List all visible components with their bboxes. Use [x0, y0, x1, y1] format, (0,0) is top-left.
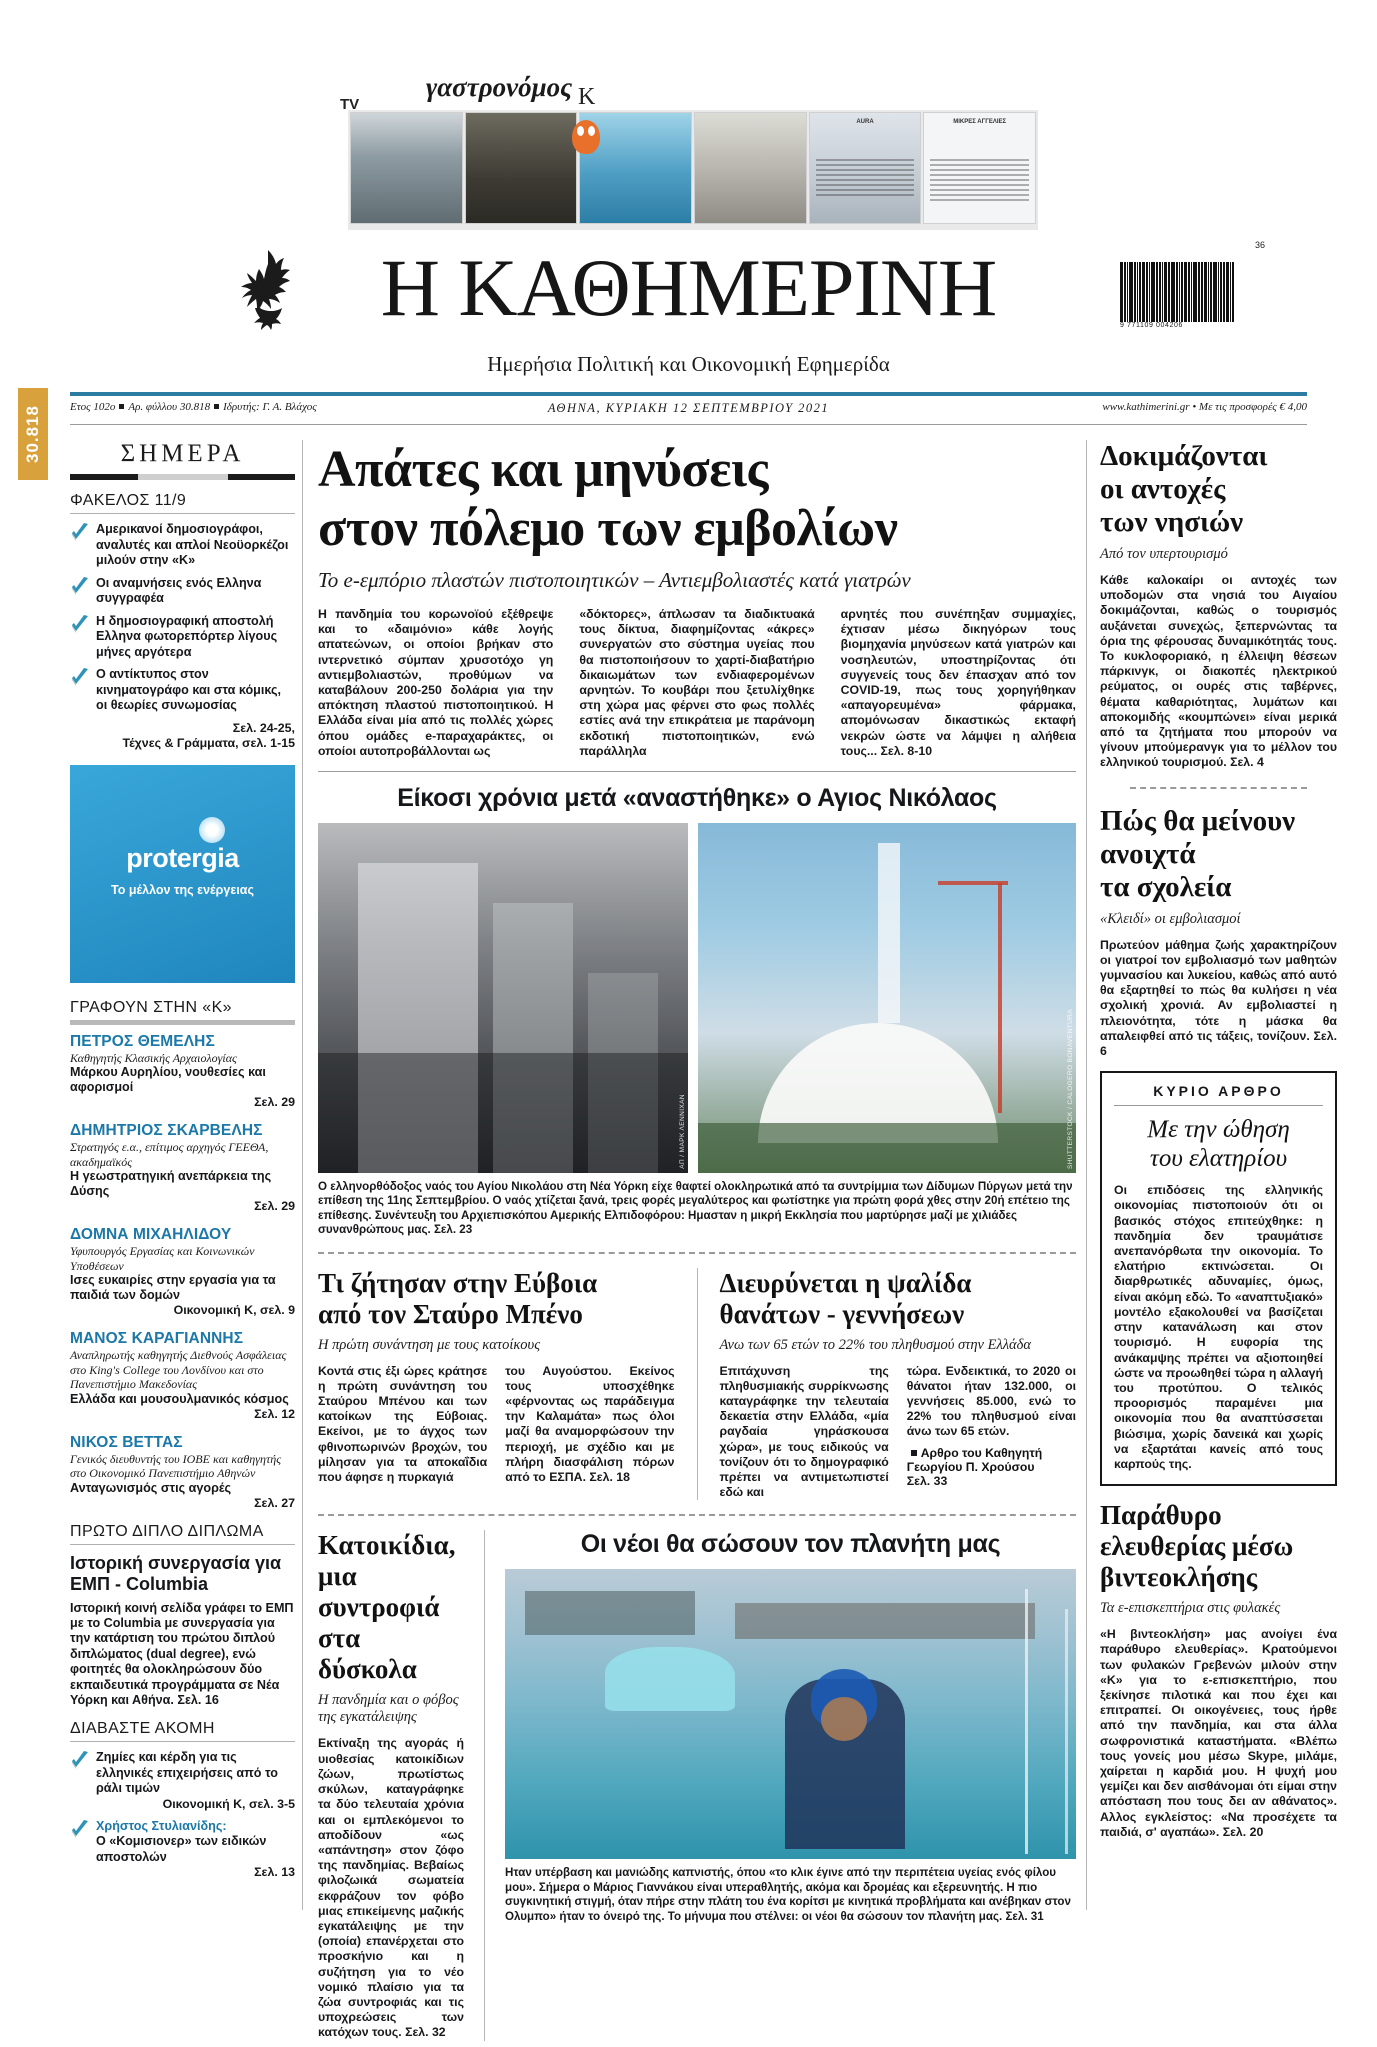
barcode	[1120, 250, 1265, 322]
photo-st-nicholas-church[interactable]	[698, 823, 1076, 1173]
promo-thumb-soldier[interactable]	[465, 112, 578, 224]
folder-pages-line-1: Σελ. 24-25,	[232, 720, 295, 735]
writer-entry[interactable]	[70, 1434, 295, 1510]
photo-credit-left: ΑΠ / ΜΑΡΚ ΛΕΝΝΙΧΑΝ	[679, 1094, 686, 1170]
writer-entry[interactable]	[70, 1226, 295, 1317]
check-icon	[70, 1750, 90, 1770]
diploma-kicker-rule	[70, 1544, 295, 1545]
promo-classifieds-lines	[930, 159, 1029, 204]
masthead-rule-blue	[70, 392, 1307, 396]
list-item[interactable]	[70, 576, 295, 607]
promo-kappa-label: Κ	[578, 84, 596, 110]
story-pets-kicker-line-2: της εγκατάλειψης	[318, 1709, 417, 1726]
islands-body	[1100, 573, 1337, 771]
lead-text-3: αρνητές που συνέπηξαν συμμαχίες, έχτισαν μέσω δικηγόρων τους βιομηχανία μηνύσεων κατά γιατρών και νοσηλευτών, υποστηρίζοντας ότι συγγενείς τους δεν έπασχαν από τον COVID-19, πως τους χορηγήθηκαν «απαγορευμένα» φάρμακα, απομόνωσαν δικαστικώς εκταφή νεκρών ώστε να λάμψει η αλήθεια τους...	[840, 607, 1076, 758]
writer-name: ΔΗΜΗΤΡΙΟΣ ΣΚΑΡΒΕΛΗΣ	[70, 1122, 263, 1139]
list-item-label: Ζημίες και κέρδη για τις ελληνικές επιχειρήσεις από το ράλι τιμών	[96, 1750, 278, 1796]
diploma-body	[70, 1601, 295, 1709]
prisons-headline-line-2: ελευθερίας μέσω	[1100, 1531, 1294, 1562]
list-item-label: Οι αναμνήσεις ενός Ελληνα συγγραφέα	[96, 575, 262, 605]
islands-lead-bold: Κάθε	[1100, 573, 1129, 587]
islands-page: Σελ. 4	[1230, 755, 1264, 770]
writer-headline: Μάρκου Αυρηλίου, νουθεσίες και αφορισμοί	[70, 1065, 266, 1094]
prisons-text: μας ανοίγει ένα παράθυρο ελευθερίας». Κρατούμενοι των φυλακών Γρεβενών μιλούν στην «Κ» για το ε-επισκεπτήριο, που ξεκίνησε πιλοτικά και που έχει και επιτραπεί. Οι οικογένειες, τους ήρθε από την πανδημία, και στα άλλα σωφρονιστικά καταστήματα. «Βλέπω τους γονείς μου μέσω Skype, μιλάμε, χαίρεται η καρδιά μου. Η ψυχή μου γεμίζει και δεν αισθάνομαι ότι είμαι στην απόσταση που τους δει αν αθάνατος». Αλλος εγκλείστος: «Να προσέχετε τα παιδιά, σ' αγαπάω».	[1100, 1627, 1338, 1839]
ad-tagline: Το μέλλον της ενέργειας	[111, 882, 254, 897]
masthead-rule-thin	[70, 424, 1307, 425]
writer-entry[interactable]	[70, 1122, 295, 1213]
story-pets-headline-line-1: Κατοικίδια,	[318, 1530, 456, 1561]
check-icon	[70, 614, 90, 634]
photo-credit-right: SHUTTERSTOCK / CALOGERO BONAVENTURA	[1067, 1009, 1074, 1170]
column-rule-1	[302, 440, 303, 1910]
editorial-kicker: ΚΥΡΙΟ ΑΡΘΡΟ	[1153, 1083, 1284, 1100]
check-icon	[70, 522, 90, 542]
story-evia	[318, 1268, 675, 1501]
list-item[interactable]	[70, 1819, 295, 1881]
story-gap-body-1	[720, 1364, 889, 1501]
story-planet-caption-bold: Ηταν	[505, 1866, 532, 1880]
story-planet-caption	[505, 1866, 1076, 1924]
list-item-label: Η δημοσιογραφική αποστολή Ελληνα φωτορεπόρτερ λίγους μήνες αργότερα	[96, 613, 278, 659]
editorial-title-line-1: Με την ώθηση	[1147, 1116, 1290, 1144]
story-evia-body-2	[505, 1364, 674, 1486]
lead-body-columns	[318, 607, 1076, 759]
sidebar-left	[70, 440, 295, 1887]
writer-role: Αναπληρωτής καθηγητής Διεθνούς Ασφάλειας στο King's College του Λονδίνου και στο Πανεπιστήμιο Μακεδονίας	[70, 1348, 287, 1391]
promo-tv-label: TV	[340, 96, 360, 113]
prisons-kicker: Τα ε-επισκεπτήρια στις φυλακές	[1100, 1600, 1281, 1617]
diploma-kicker: ΠΡΩΤΟ ΔΙΠΛΟ ΔΙΠΛΩΜΑ	[70, 1522, 264, 1540]
promo-aura-label: AURA	[856, 119, 874, 125]
story-evia-headline-line-2: από τον Σταύρο Μπένο	[318, 1298, 583, 1329]
list-item-label: Αμερικανοί δημοσιογράφοι, αναλυτές και απλοί Νεοϋορκέζοι μιλούν στην «Κ»	[96, 522, 289, 567]
writer-name: ΠΕΤΡΟΣ ΘΕΜΕΛΗΣ	[70, 1032, 215, 1050]
story-pets-body	[318, 1736, 464, 2040]
lead-bold: Η πανδημία	[318, 607, 393, 621]
prisons-page: Σελ. 20	[1222, 1824, 1264, 1839]
ad-logo-label: protergia	[126, 842, 239, 873]
story-evia-kicker: Η πρώτη συνάντηση με τους κατοίκους	[318, 1336, 541, 1353]
info-issue: Αρ. φύλλου 30.818	[128, 401, 211, 413]
writer-role: Καθηγητής Κλασικής Αρχαιολογίας	[70, 1050, 237, 1065]
schools-body	[1100, 938, 1337, 1060]
diploma-page: Σελ. 16	[177, 1692, 219, 1707]
story-pets-headline-line-2: μια συντροφιά	[318, 1561, 440, 1623]
writer-entry[interactable]	[70, 1330, 295, 1421]
story-gap-byline-text: Αρθρο του Καθηγητή Γεωργίου Π. Χρούσου	[906, 1445, 1043, 1474]
read-also-list	[70, 1750, 295, 1880]
list-item-page: Σελ. 13	[254, 1865, 295, 1880]
story-evia-headline-line-1: Τι ζήτησαν στην Εύβοια	[318, 1267, 598, 1298]
writer-page: Σελ. 29	[254, 1199, 295, 1213]
check-icon	[70, 576, 90, 596]
story-gap-headline-line-1: Διευρύνεται η ψαλίδα	[719, 1267, 972, 1298]
writers-kicker-rule	[70, 1020, 295, 1025]
story-pets-text: της αγοράς ή υιοθεσίας κατοικίδιων ζώων, πρωτίστως σκύλων, καταγράφηκε τα δύο τελευταία χρόνια και οι εμπλεκόμενοι το αποδίδουν «ως «απάντηση» στον ζόφο της πανδημίας. Βεβαίως φιλοζωικά σωματεία εκφράζουν τον φόβο μιας επικείμενης μαζικής εγκατάλειψης με την (οποία) επανέρχεται στο προσκήνιο και η συζήτηση για το νέο νομικό πλαίσιο για τα ζώα συντροφιάς και τις υποχρεώσεις των κατόχων τους.	[318, 1736, 464, 2040]
writer-name: ΜΑΝΟΣ ΚΑΡΑΓΙΑΝΝΗΣ	[70, 1330, 244, 1347]
read-also-kicker-rule	[70, 1741, 295, 1742]
schools-headline[interactable]	[1100, 805, 1337, 904]
story-evia-text-2: του Αυγούστου. Εκείνος τους υποσχέθηκε «φέρνοντας ως παράδειγμα την Καλαμάτα» πως όλοι μαζί θα αναμορφώσουν την περιοχή, με σχέδιο και με πλήρη διασφάλιση πόρων από το ΕΣΠΑ.	[505, 1363, 675, 1485]
story-evia-text-1: στις έξι ώρες κράτησε η πρώτη συνάντηση του Σταύρου Μπένου και των κατοίκων της Εύβοιας. Εκείνοι, με το άγχος των φθινοπωρινών βροχών, του μίλησαν για τα αποκαΐδια που άφησε η πυρκαγιά	[318, 1363, 488, 1485]
photo-sailor-arctic[interactable]	[505, 1569, 1076, 1859]
story-pets-kicker	[318, 1692, 464, 1726]
writer-name: ΝΙΚΟΣ ΒΕΤΤΑΣ	[70, 1433, 183, 1451]
list-item[interactable]	[70, 614, 295, 661]
today-section-title: ΣΗΜΕΡΑ	[120, 440, 245, 467]
page-title[interactable]	[318, 440, 1076, 558]
bottom-story-divider	[484, 1530, 485, 2040]
writer-page: Σελ. 27	[254, 1495, 295, 1510]
two-story-row	[318, 1268, 1076, 1501]
sidebar-right	[1100, 440, 1337, 1840]
headline-subtitle: Το e-εμπόριο πλαστών πιστοποιητικών – Αντιεμβολιαστές κατά γιατρών	[318, 568, 911, 592]
promo-gastronomos-label: γαστρονόμος	[426, 72, 573, 102]
story-gap-lead-bold: Επιτάχυνση	[719, 1363, 791, 1378]
prisons-lead-bold: «Η βιντεοκλήση»	[1100, 1627, 1211, 1642]
islands-headline[interactable]	[1100, 440, 1337, 539]
divider-dashed-1	[318, 1252, 1076, 1254]
info-year: Ετος 102ο	[70, 401, 116, 413]
caption-text-2: Ημασταν η μικρή Εκκλησία που μαρτύρησε μαζί με χιλιάδες συνανθρώπους μας.	[318, 1208, 1018, 1237]
story-evia-body-1	[318, 1364, 487, 1486]
writer-page: Σελ. 12	[254, 1406, 295, 1421]
story-gap	[720, 1268, 1077, 1501]
writers-kicker: ΓΡΑΦΟΥΝ ΣΤΗΝ «Κ»	[70, 998, 232, 1016]
schools-text: μάθημα ζωής χαρακτηρίζουν οι γιατροί τον εμβολιασμό των μαθητών γυμνασίου και λυκείου, καθώς από αυτό θα εξαρτηθεί το πώς θα κυλήσει η νέα σχολική χρονιά. Αν εμβολιαστεί η πλειονότητα, τότε η μάσκα θα απαλειφθεί από τις τάξεις, τονίζουν.	[1100, 937, 1337, 1043]
cow-head-icon	[572, 120, 600, 154]
islands-headline-line-3: των νησιών	[1100, 506, 1244, 538]
folder-kicker: ΦΑΚΕΛΟΣ 11/9	[70, 492, 187, 509]
folder-pages-line-2: Τέχνες & Γράμματα, σελ. 1-15	[122, 735, 295, 750]
schools-headline-line-1: Πώς θα μείνουν	[1100, 804, 1296, 837]
info-website-price: www.kathimerini.gr • Με τις προσφορές € 4,00	[1102, 401, 1307, 413]
story-gap-headline[interactable]	[720, 1268, 1077, 1330]
diploma-headline[interactable]: Ιστορική συνεργασία για ΕΜΠ - Columbia	[70, 1552, 282, 1594]
check-icon	[70, 667, 90, 687]
story-gap-byline	[907, 1446, 1076, 1474]
story-gap-kicker: Ανω των 65 ετών το 22% του πληθυσμού στην Ελλάδα	[719, 1336, 1031, 1353]
story-gap-text-1: της πληθυσμιακής συρρίκνωσης καταγράφηκε την τελευταία δεκαετία στην Ελλάδα, «μία ραγδαία γηράσκουσα χώρα», με τους ειδικούς να τονίζουν ότι το δημογραφικό πρέπει να αντιμετωπιστεί εδώ και	[719, 1363, 889, 1500]
issue-number-tab: 30.818	[18, 388, 48, 480]
writer-headline: Ελλάδα και μουσουλμανικός κόσμος	[70, 1391, 289, 1406]
sun-icon	[199, 817, 225, 843]
column-rule-2	[1086, 440, 1087, 1910]
story-divider	[697, 1268, 698, 1501]
lead-text-2: «δόκτορες», άπλωσαν τα διαδικτυακά τους δίκτυα, διαφημίζοντας «άκρες» συνεργατών στο σύστημα υγείας που θα πιστοποιήσουν το χαρτί-διαβατήριο δικαιωμάτων των ενδιαφερομένων αρνητών. Το κουβάρι που ξετυλίχθηκε στη χώρα μας φέρνει στο φως πολλές εστίες ανά την επικράτεια με παράνομη εκδοτική πιστοποιητικών, ενώ παράλληλα	[579, 607, 815, 758]
caption-text-1: ναός του Αγίου Νικολάου στη Νέα Υόρκη είχε θαφτεί ολοκληρωτικά από τα συντρίμμια των Δίδυμων Πύργων μετά την επίθεση της 11ης Σεπτεμβρίου. Ο ναός χτίζεται ξανά, τρεις φορές μεγαλύτερος και φωτίστηκε για πρώτη φορά χθες στην 20ή επέτειο της επίθεσης.	[318, 1180, 1073, 1222]
advertisement-protergia[interactable]	[70, 765, 295, 983]
masthead-info-line	[70, 398, 1307, 422]
barcode-number: 9 771109 004206	[1120, 322, 1183, 329]
lead-page-3: Σελ. 8-10	[880, 743, 933, 758]
headline-line-1: Απάτες και μηνύσεις	[318, 441, 768, 498]
writer-headline: Ανταγωνισμός στις αγορές	[70, 1480, 232, 1495]
read-also-kicker: ΔΙΑΒΑΣΤΕ ΑΚΟΜΗ	[70, 1720, 215, 1738]
writer-headline: Ισες ευκαιρίες στην εργασία για τα παιδιά των δομών	[70, 1273, 276, 1302]
writer-role: Υφυπουργός Εργασίας και Κοινωνικών Υποθέσεων	[70, 1244, 255, 1273]
editorial-title[interactable]	[1114, 1115, 1323, 1173]
schools-lead-bold: Πρωτεύον	[1100, 937, 1160, 952]
caption-bold-1: Ο ελληνορθόδοξος	[318, 1180, 423, 1194]
today-divider	[70, 474, 295, 480]
promo-thumb-tv[interactable]	[350, 112, 463, 224]
list-item-page: Οικονομική Κ, σελ. 3-5	[162, 1796, 295, 1811]
masthead	[0, 240, 1377, 350]
list-item[interactable]	[70, 522, 295, 569]
story-evia-lead-bold: Κοντά	[318, 1363, 354, 1378]
prisons-headline-line-3: βιντεοκλήσης	[1100, 1562, 1258, 1593]
folder-item-list	[70, 522, 295, 714]
story-evia-page: Σελ. 18	[589, 1470, 630, 1485]
prisons-headline-line-1: Παράθυρο	[1100, 1500, 1222, 1531]
barcode-issue-number: 36	[1254, 240, 1265, 250]
diploma-body-text: κοινή σελίδα γράφει το ΕΜΠ με το Columbia με συνεργασία για την κατάρτιση του πρώτου διπλού διπλώματος (dual degree), ενώ φοιτητές θα ολοκληρώσουν δύο εκπαιδευτικά προγράμματα σε Νέα Υόρκη και Αθήνα.	[70, 1600, 294, 1707]
caption-bold-2: Συνέντευξη του Αρχιεπισκόπου Αμερικής Ελπιδοφόρου:	[374, 1208, 685, 1222]
folder-kicker-rule	[70, 513, 295, 514]
writer-page: Σελ. 29	[254, 1095, 295, 1109]
lead-text-1: του κορωνοϊού εξέθρεψε και το «δαιμόνιο» κάθε λογής απατεώνων, οι οποίοι βρήκαν στο ιντερνετικό σύμπαν χρυσοτόχο γη αντιεμβολιαστών, προθύμων να καταβάλουν 200-250 δολάρια για την απόκτηση πλαστού πιστοποιητικού. Η Ελλάδα είναι μία από τις πολλές χώρες όπου ομάδες e-παραχαράκτες, οι οποίοι αυτοπροβάλλονται ως	[318, 607, 554, 758]
story-evia-headline[interactable]	[318, 1268, 675, 1330]
check-icon	[70, 1819, 90, 1839]
list-item-label: Ο «Κομισιονερ» των ειδικών αποστολών	[96, 1834, 267, 1864]
main-content	[318, 440, 1076, 2041]
photo-caption	[318, 1180, 1076, 1238]
story-gap-text-2: τώρα. Ενδεικτικά, το 2020 οι θάνατοι ήταν 132.000, οι γεννήσεις 85.000, ενώ το 22% του πληθυσμού είναι άνω των 65 ετών.	[906, 1363, 1076, 1439]
promo-strip	[348, 110, 1038, 230]
editorial-box	[1100, 1071, 1337, 1486]
prisons-body	[1100, 1627, 1337, 1840]
islands-headline-line-2: οι αντοχές	[1100, 473, 1226, 505]
story-pets-headline-line-3: στα δύσκολα	[318, 1623, 417, 1685]
list-item[interactable]	[70, 667, 295, 714]
story-pets-headline[interactable]	[318, 1530, 464, 1685]
story-planet	[505, 1530, 1076, 2040]
islands-text: καλοκαίρι οι αντοχές των υποδομών στα νησιά του Αιγαίου δοκιμάζονται, καθώς ο τουρισμός αυξάνεται συνεχώς, ξεπερνώντας τα όρια της φέρουσας δυναμικότητάς τους. Το κυκλοφοριακό, η έλλειψη θέσεων πάρκινγκ, οι διακοπές ηλεκτρικού ρεύματος, οι ουρές στις ταβέρνες, θέματα καθαριότητας, λυμάτων και αποκομιδής «κουμπώνει» είναι μερικά από τα ζητήματα που μπορούν να γίνουν μπούμερανγκ για το μέλλον του ελληνικού τουρισμού.	[1100, 573, 1337, 770]
lead-body-col-1	[318, 607, 553, 759]
schools-headline-line-2: ανοιχτά	[1100, 837, 1196, 870]
story-pets-page: Σελ. 32	[405, 2025, 446, 2040]
promo-aura-lines	[816, 159, 915, 199]
divider-dashed-right-1	[1130, 787, 1307, 789]
writer-role: Στρατηγός ε.α., επίτιμος αρχηγός ΓΕΕΘΑ, ακαδημαϊκός	[70, 1140, 269, 1169]
writer-role: Γενικός διευθυντής του ΙΟΒΕ και καθηγητής στο Οικονομικό Πανεπιστήμιο Αθηνών	[70, 1451, 282, 1480]
schools-headline-line-3: τα σχολεία	[1100, 870, 1232, 903]
info-founder: Ιδρυτής: Γ. Α. Βλάχος	[223, 401, 317, 413]
editorial-rule	[1114, 1105, 1323, 1106]
masthead-title: Η ΚΑΘΗΜΕΡΙΝΗ	[380, 242, 997, 333]
photo-twin-towers[interactable]	[318, 823, 688, 1173]
editorial-title-line-2: του ελατηρίου	[1149, 1145, 1288, 1173]
editorial-body: Οι επιδόσεις της ελληνικής οικονομίας πιστοποιούν ότι οι βασικός στόχος επιτεύχθηκε: η πανδημία δεν τραυμάτισε ανεπανόρθωτα την οικονομία. Το ελατήριο εκτινώσεται. Οι διαρθρωτικές αδυναμίες, όμως, είναι ακόμη εδώ. Το «αναπτυξιακό» μοντέλο εξακολουθεί να βασίζεται στην κατανάλωση και στον τουρισμό. Η ευφορία της ανάκαμψης πρέπει να αξιοποιηθεί ώστε να προωθηθεί τώρα η αλλαγή του προτύπου. Ο τελικός προορισμός παραμένει μια οικονομία που θα αναπτύσσεται βιώσιμα, χωρίς δανεικά και χωρίς να εξαρτάται κανείς από τους καρπούς της.	[1114, 1183, 1323, 1471]
photo-section-title[interactable]: Είκοσι χρόνια μετά «αναστήθηκε» ο Αγιος Νικόλαος	[397, 784, 997, 813]
story-pets-kicker-line-1: Η πανδημία και ο φόβος	[318, 1692, 459, 1709]
masthead-subtitle: Ημερήσια Πολιτική και Οικονομική Εφημερίδα	[487, 352, 890, 376]
list-item[interactable]	[70, 1750, 295, 1812]
story-gap-headline-line-2: θανάτων - γεννήσεων	[719, 1298, 965, 1329]
writer-name: ΔΟΜΝΑ ΜΙΧΑΗΛΙΔΟΥ	[70, 1226, 232, 1243]
promo-thumb-kappa[interactable]	[694, 112, 807, 224]
lead-body-col-2	[579, 607, 814, 759]
headline-line-2: στον πόλεμο των εμβολίων	[318, 500, 898, 557]
story-gap-body-2	[907, 1364, 1076, 1440]
prisons-headline[interactable]	[1100, 1500, 1337, 1593]
list-item-link[interactable]: Χρήστος Στυλιανίδης:	[96, 1818, 227, 1833]
writer-entry[interactable]	[70, 1033, 295, 1110]
story-planet-caption-text: υπέρβαση και μανιώδης καπνιστής, όπου «το κλικ έγινε από την περιπέτεια υγείας ενός φίλου μου». Σήμερα ο Μάριος Γιαννάκου είναι υπεραθλητής, ακόμα και δρομέας και εξερευνητής. Η πιο συγκινητική στιγμή, όταν πήρε στην πλάτη του ένα κορίτσι με κινητικά προβλήματα και ανέβηκαν στον Ολυμπο» ήταν το όνειρό της. Το μήνυμα που στέλνει: οι νέοι θα σώσουν τον πλανήτη μας.	[505, 1866, 1071, 1923]
promo-thumb-classifieds[interactable]	[923, 112, 1036, 224]
bottom-story-row	[318, 1530, 1076, 2040]
writer-headline: Η γεωστρατηγική ανεπάρκεια της Δύσης	[70, 1169, 272, 1198]
story-pets-lead-bold: Εκτίναξη	[318, 1736, 370, 1751]
schools-page: Σελ. 6	[1100, 1028, 1337, 1059]
islands-headline-line-1: Δοκιμάζονται	[1100, 440, 1268, 472]
schools-kicker: «Κλειδί» οι εμβολιασμοί	[1100, 910, 1241, 927]
promo-thumb-aura[interactable]	[809, 112, 922, 224]
photo-row	[318, 823, 1076, 1173]
story-planet-title[interactable]: Οι νέοι θα σώσουν τον πλανήτη μας	[580, 1530, 1001, 1559]
story-gap-page: Σελ. 33	[906, 1473, 948, 1488]
islands-kicker: Από τον υπερτουρισμό	[1100, 546, 1228, 562]
writer-page: Οικονομική Κ, σελ. 9	[173, 1303, 295, 1317]
list-item-label: Ο αντίκτυπος στον κινηματογράφο και στα κόμικς, οι θεωρίες συνωμοσίας	[96, 667, 281, 712]
divider-dashed-2	[318, 1514, 1076, 1516]
lead-body-col-3	[841, 607, 1076, 759]
info-date: ΑΘΗΝΑ, ΚΥΡΙΑΚΗ 12 ΣΕΠΤΕΜΒΡΙΟΥ 2021	[547, 401, 830, 415]
divider-after-lead	[318, 771, 1076, 772]
story-planet-caption-page: Σελ. 31	[1005, 1909, 1044, 1923]
diploma-lead-bold: Ιστορική	[70, 1600, 122, 1615]
caption-page: Σελ. 23	[433, 1223, 473, 1237]
story-pets	[318, 1530, 464, 2040]
promo-classifieds-label: ΜΙΚΡΕΣ ΑΓΓΕΛΙΕΣ	[953, 119, 1007, 125]
